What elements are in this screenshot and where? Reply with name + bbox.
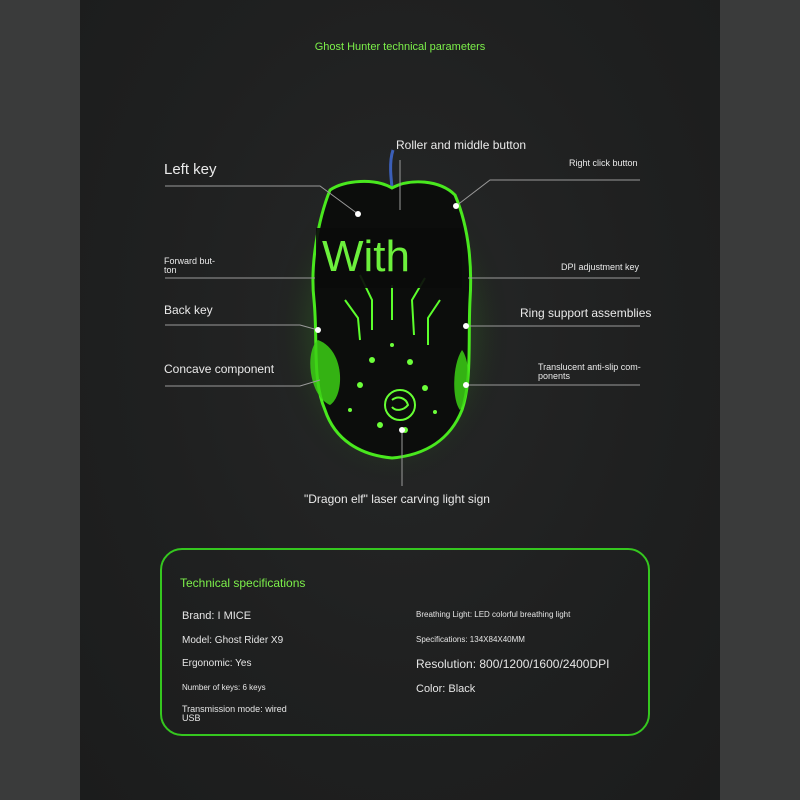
spec-brand: Brand: I MICE xyxy=(182,610,252,622)
label-ring: Ring support assemblies xyxy=(520,306,652,320)
label-forward: Forward but- ton xyxy=(164,256,216,275)
specs-title: Technical specifications xyxy=(180,576,306,590)
spec-breathing: Breathing Light: LED colorful breathing light xyxy=(416,610,571,619)
spec-model: Model: Ghost Rider X9 xyxy=(182,635,284,646)
label-dpi: DPI adjustment key xyxy=(561,262,640,272)
label-concave: Concave component xyxy=(164,362,275,376)
spec-color: Color: Black xyxy=(416,683,476,695)
label-dragon: "Dragon elf" laser carving light sign xyxy=(304,492,490,506)
label-left-key: Left key xyxy=(164,161,217,178)
label-right-click: Right click button xyxy=(569,158,638,168)
spec-resolution: Resolution: 800/1200/1600/2400DPI xyxy=(416,657,610,671)
spec-keys: Number of keys: 6 keys xyxy=(182,683,266,692)
label-roller: Roller and middle button xyxy=(396,138,527,152)
spec-transmission: Transmission mode: wired USB xyxy=(182,704,287,723)
spec-specifications: Specifications: 134X84X40MM xyxy=(416,635,525,644)
overlay-text: With xyxy=(322,232,410,281)
label-back: Back key xyxy=(164,303,213,317)
spec-ergonomic: Ergonomic: Yes xyxy=(182,658,252,669)
label-translucent: Translucent anti-slip com- ponents xyxy=(538,362,641,381)
page-title: Ghost Hunter technical parameters xyxy=(314,41,486,53)
